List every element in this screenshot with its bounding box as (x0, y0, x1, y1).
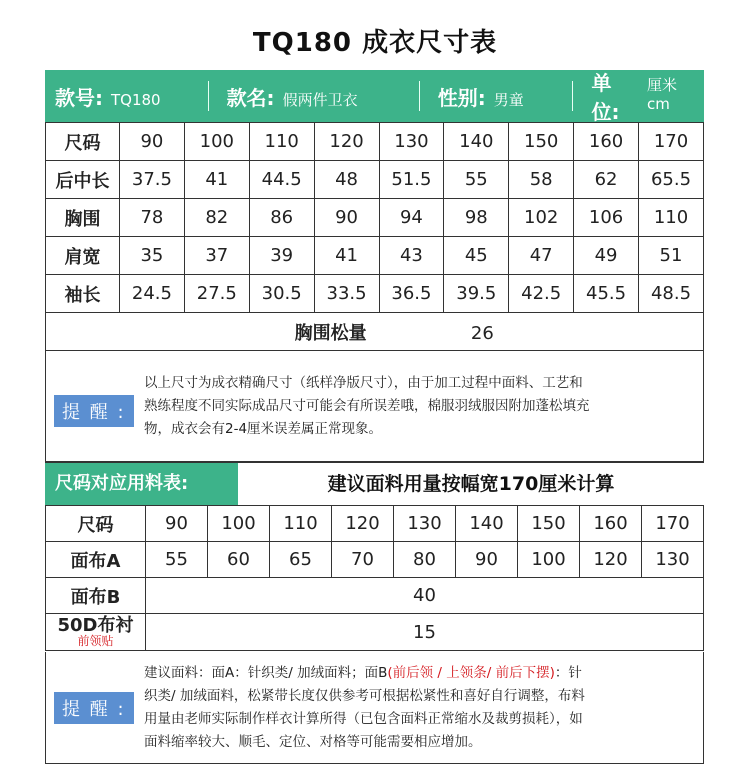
table-cell: 51 (639, 237, 704, 275)
row-label: 肩宽 (46, 237, 120, 275)
fabric-a-row (46, 542, 704, 578)
usage-tag: 尺码对应用料表: (45, 463, 238, 505)
chest-ease-label: 胸围松量 (294, 322, 367, 344)
unit-label: 单位: (591, 71, 620, 124)
table-cell: 43 (379, 237, 444, 275)
table-cell: 120 (332, 506, 394, 542)
size-table-row (46, 237, 704, 275)
style-no (45, 82, 200, 111)
table-cell: 37.5 (120, 161, 185, 199)
table-cell: 170 (642, 506, 704, 542)
table-cell: 90 (146, 506, 208, 542)
row-label: 后中长 (46, 161, 120, 199)
table-cell: 42.5 (509, 275, 574, 313)
fabric-notice-box (45, 652, 704, 764)
table-cell: 110 (249, 123, 314, 161)
gender (428, 82, 565, 111)
table-cell: 33.5 (314, 275, 379, 313)
table-cell: 44.5 (249, 161, 314, 199)
size-table-row (46, 161, 704, 199)
table-cell: 106 (574, 199, 639, 237)
table-cell: 100 (184, 123, 249, 161)
size-table-row (46, 275, 704, 313)
notice-line (144, 662, 585, 685)
usage-size-label: 尺码 (46, 506, 146, 542)
table-cell: 120 (314, 123, 379, 161)
lining-label: 50D布衬 (57, 615, 134, 636)
fabric-b-label: 面布B (46, 578, 146, 614)
table-cell: 86 (249, 199, 314, 237)
chest-ease-row (46, 313, 704, 351)
usage-header (45, 462, 704, 505)
table-cell: 47 (509, 237, 574, 275)
table-cell: 70 (332, 542, 394, 578)
lining-row (46, 614, 704, 651)
notice-tag: 提 醒 : (54, 692, 134, 724)
table-cell: 35 (120, 237, 185, 275)
style-no-value: TQ180 (111, 90, 161, 109)
table-cell: 55 (444, 161, 509, 199)
table-cell: 58 (509, 161, 574, 199)
table-cell: 27.5 (184, 275, 249, 313)
table-cell: 130 (642, 542, 704, 578)
size-table-row (46, 123, 704, 161)
page-title: TQ180 成衣尺寸表 (252, 28, 498, 58)
table-cell: 160 (574, 123, 639, 161)
lining-value: 15 (146, 614, 704, 651)
notice-line-part: ：针 (554, 665, 582, 681)
lining-note: 前领贴 (77, 634, 114, 648)
table-cell: 39 (249, 237, 314, 275)
table-cell: 48.5 (639, 275, 704, 313)
table-cell: 78 (120, 199, 185, 237)
notice-line: 织类/ 加绒面料，松紧带长度仅供参考可根据松紧性和喜好自行调整，布料 (144, 688, 585, 704)
notice-line: 面料缩率较大、顺毛、定位、对格等可能需要相应增加。 (144, 734, 482, 750)
info-bar (45, 70, 704, 122)
table-cell: 45 (444, 237, 509, 275)
notice-text (144, 372, 590, 441)
fabric-notice-text (144, 662, 585, 754)
table-cell: 100 (518, 542, 580, 578)
table-cell: 45.5 (574, 275, 639, 313)
table-cell: 80 (394, 542, 456, 578)
size-table (45, 122, 704, 351)
size-table-row (46, 199, 704, 237)
table-cell: 65 (270, 542, 332, 578)
table-cell: 140 (444, 123, 509, 161)
table-cell: 82 (184, 199, 249, 237)
table-cell: 24.5 (120, 275, 185, 313)
info-divider (572, 81, 573, 111)
style-name (217, 82, 411, 111)
table-cell: 48 (314, 161, 379, 199)
row-label: 袖长 (46, 275, 120, 313)
table-cell: 60 (208, 542, 270, 578)
fabric-b-row (46, 578, 704, 614)
table-cell: 41 (314, 237, 379, 275)
table-cell: 160 (580, 506, 642, 542)
table-cell: 37 (184, 237, 249, 275)
fabric-b-value: 40 (146, 578, 704, 614)
table-cell: 120 (580, 542, 642, 578)
table-cell: 140 (456, 506, 518, 542)
table-cell: 39.5 (444, 275, 509, 313)
table-cell: 55 (146, 542, 208, 578)
usage-size-row (46, 506, 704, 542)
gender-value: 男童 (493, 90, 524, 109)
notice-tag: 提 醒 : (54, 395, 134, 427)
table-cell: 150 (509, 123, 574, 161)
row-label: 胸围 (46, 199, 120, 237)
unit (581, 67, 704, 125)
table-cell: 94 (379, 199, 444, 237)
table-cell: 100 (208, 506, 270, 542)
table-cell: 49 (574, 237, 639, 275)
table-cell: 30.5 (249, 275, 314, 313)
table-cell: 130 (394, 506, 456, 542)
notice-red-text: (前后领 / 上领条/ 前后下摆) (387, 665, 555, 681)
table-cell: 41 (184, 161, 249, 199)
table-cell: 110 (639, 199, 704, 237)
table-cell: 98 (444, 199, 509, 237)
table-cell: 150 (518, 506, 580, 542)
row-label: 尺码 (46, 123, 120, 161)
notice-line: 以上尺寸为成衣精确尺寸（纸样净版尺寸），由于加工过程中面料、工艺和 (144, 375, 583, 391)
table-cell: 130 (379, 123, 444, 161)
unit-value: 厘米 cm (646, 76, 677, 113)
table-cell: 36.5 (379, 275, 444, 313)
table-cell: 102 (509, 199, 574, 237)
table-cell: 90 (314, 199, 379, 237)
table-cell: 90 (120, 123, 185, 161)
notice-line: 物，成衣会有2-4厘米误差属正常现象。 (144, 421, 383, 437)
style-name-label: 款名: (226, 85, 275, 110)
info-divider (208, 81, 209, 111)
table-cell: 90 (456, 542, 518, 578)
table-cell: 110 (270, 506, 332, 542)
fabric-a-label: 面布A (46, 542, 146, 578)
table-cell: 170 (639, 123, 704, 161)
table-cell: 51.5 (379, 161, 444, 199)
notice-box (45, 351, 704, 462)
lining-label-cell (46, 614, 146, 651)
notice-line: 用量由老师实际制作样衣计算所得（已包含面料正常缩水及裁剪损耗），如 (144, 711, 583, 727)
usage-title: 建议面料用量按幅宽170厘米计算 (327, 473, 615, 495)
gender-label: 性别: (437, 85, 486, 110)
fabric-usage-table (45, 505, 704, 651)
chest-ease-value: 26 (470, 322, 494, 344)
notice-line: 熟练程度不同实际成品尺寸可能会有所误差哦，棉服羽绒服因附加蓬松填充 (144, 398, 590, 414)
table-cell: 62 (574, 161, 639, 199)
style-name-value: 假两件卫衣 (282, 90, 358, 109)
table-cell: 65.5 (639, 161, 704, 199)
info-divider (419, 81, 420, 111)
notice-line-part: 建议面料：面A：针织类/ 加绒面料；面B (144, 665, 388, 681)
style-no-label: 款号: (55, 85, 103, 110)
